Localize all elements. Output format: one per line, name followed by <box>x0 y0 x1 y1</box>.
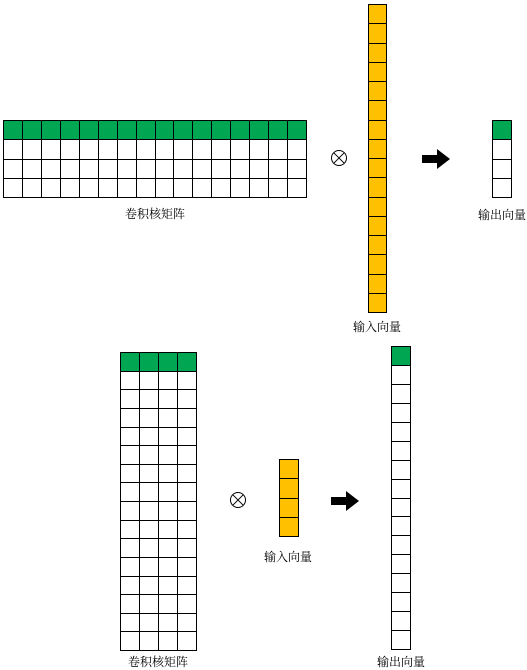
matrix-cell <box>140 595 159 614</box>
bottom-output-vector <box>391 346 411 650</box>
matrix-cell <box>156 160 175 179</box>
vector-cell <box>369 178 387 197</box>
matrix-cell <box>118 140 137 159</box>
matrix-cell <box>140 483 159 502</box>
matrix-cell <box>178 428 197 447</box>
matrix-cell <box>231 160 250 179</box>
matrix-cell <box>288 140 307 159</box>
matrix-cell <box>118 121 137 140</box>
matrix-cell <box>137 121 156 140</box>
matrix-cell <box>193 121 212 140</box>
matrix-cell <box>174 121 193 140</box>
matrix-cell <box>159 465 178 484</box>
matrix-cell <box>288 121 307 140</box>
matrix-cell <box>269 140 288 159</box>
matrix-cell <box>140 409 159 428</box>
matrix-cell <box>178 446 197 465</box>
matrix-cell <box>99 179 118 198</box>
matrix-cell <box>174 140 193 159</box>
matrix-cell <box>193 160 212 179</box>
vector-cell <box>369 236 387 255</box>
matrix-cell <box>140 521 159 540</box>
matrix-cell <box>178 409 197 428</box>
matrix-cell <box>42 121 61 140</box>
vector-cell <box>369 82 387 101</box>
vector-cell <box>280 499 299 518</box>
vector-cell <box>392 536 411 555</box>
vector-cell <box>369 140 387 159</box>
matrix-cell <box>140 353 159 372</box>
matrix-cell <box>137 140 156 159</box>
matrix-cell <box>4 140 23 159</box>
top-output-vector <box>492 120 512 198</box>
matrix-cell <box>61 179 80 198</box>
matrix-cell <box>118 179 137 198</box>
right-arrow-icon <box>331 491 359 511</box>
matrix-cell <box>178 632 197 651</box>
matrix-cell <box>140 632 159 651</box>
matrix-cell <box>4 121 23 140</box>
matrix-cell <box>140 614 159 633</box>
matrix-cell <box>178 539 197 558</box>
matrix-cell <box>99 121 118 140</box>
vector-cell <box>369 44 387 63</box>
vector-cell <box>392 461 411 480</box>
vector-cell <box>392 442 411 461</box>
vector-cell <box>392 404 411 423</box>
otimes-icon <box>229 491 247 509</box>
top-output-vector-label: 输出向量 <box>477 208 526 222</box>
vector-cell <box>493 179 512 198</box>
matrix-cell <box>159 483 178 502</box>
matrix-cell <box>4 179 23 198</box>
bottom-input-vector-label: 输入向量 <box>263 550 312 564</box>
matrix-cell <box>121 390 140 409</box>
matrix-cell <box>193 179 212 198</box>
matrix-cell <box>121 595 140 614</box>
bottom-kernel-matrix <box>120 352 197 651</box>
matrix-cell <box>80 160 99 179</box>
vector-cell <box>392 480 411 499</box>
vector-cell <box>392 612 411 631</box>
matrix-cell <box>99 160 118 179</box>
matrix-cell <box>159 409 178 428</box>
matrix-cell <box>159 614 178 633</box>
matrix-cell <box>178 595 197 614</box>
vector-cell <box>493 140 512 159</box>
matrix-cell <box>250 179 269 198</box>
vector-cell <box>392 631 411 650</box>
vector-cell <box>392 574 411 593</box>
vector-cell <box>280 460 299 479</box>
matrix-cell <box>121 446 140 465</box>
matrix-cell <box>159 428 178 447</box>
matrix-cell <box>159 446 178 465</box>
matrix-cell <box>288 160 307 179</box>
matrix-cell <box>269 121 288 140</box>
matrix-cell <box>121 614 140 633</box>
vector-cell <box>493 121 512 140</box>
matrix-cell <box>80 121 99 140</box>
matrix-cell <box>159 632 178 651</box>
vector-cell <box>280 479 299 498</box>
matrix-cell <box>121 409 140 428</box>
matrix-cell <box>231 140 250 159</box>
matrix-cell <box>23 179 42 198</box>
matrix-cell <box>178 614 197 633</box>
matrix-cell <box>269 160 288 179</box>
matrix-cell <box>121 539 140 558</box>
matrix-cell <box>137 179 156 198</box>
matrix-cell <box>42 179 61 198</box>
matrix-cell <box>23 121 42 140</box>
vector-cell <box>369 24 387 43</box>
matrix-cell <box>121 372 140 391</box>
matrix-cell <box>159 558 178 577</box>
vector-cell <box>369 5 387 24</box>
matrix-cell <box>178 372 197 391</box>
matrix-cell <box>121 502 140 521</box>
vector-cell <box>369 275 387 294</box>
vector-cell <box>369 198 387 217</box>
top-kernel-matrix <box>3 120 307 198</box>
matrix-cell <box>212 140 231 159</box>
bottom-input-vector <box>279 459 299 537</box>
matrix-cell <box>140 577 159 596</box>
matrix-cell <box>156 179 175 198</box>
matrix-cell <box>140 465 159 484</box>
vector-cell <box>369 255 387 274</box>
matrix-cell <box>118 160 137 179</box>
vector-cell <box>392 593 411 612</box>
matrix-cell <box>42 140 61 159</box>
vector-cell <box>280 518 299 537</box>
matrix-cell <box>99 140 118 159</box>
matrix-cell <box>269 179 288 198</box>
matrix-cell <box>159 390 178 409</box>
matrix-cell <box>159 353 178 372</box>
matrix-cell <box>174 160 193 179</box>
matrix-cell <box>80 140 99 159</box>
matrix-cell <box>231 179 250 198</box>
vector-cell <box>392 385 411 404</box>
matrix-cell <box>121 577 140 596</box>
matrix-cell <box>140 428 159 447</box>
vector-cell <box>392 347 411 366</box>
matrix-cell <box>4 160 23 179</box>
vector-cell <box>392 499 411 518</box>
matrix-cell <box>80 179 99 198</box>
matrix-cell <box>23 140 42 159</box>
bottom-output-vector-label: 输出向量 <box>376 655 425 669</box>
matrix-cell <box>121 353 140 372</box>
vector-cell <box>369 121 387 140</box>
matrix-cell <box>288 179 307 198</box>
matrix-cell <box>159 502 178 521</box>
matrix-cell <box>42 160 61 179</box>
vector-cell <box>369 63 387 82</box>
matrix-cell <box>61 140 80 159</box>
matrix-cell <box>250 140 269 159</box>
matrix-cell <box>159 539 178 558</box>
matrix-cell <box>159 372 178 391</box>
vector-cell <box>369 101 387 120</box>
matrix-cell <box>250 121 269 140</box>
right-arrow-icon <box>422 149 450 169</box>
matrix-cell <box>212 121 231 140</box>
matrix-cell <box>121 558 140 577</box>
matrix-cell <box>137 160 156 179</box>
matrix-cell <box>178 353 197 372</box>
matrix-cell <box>178 483 197 502</box>
matrix-cell <box>23 160 42 179</box>
matrix-cell <box>178 558 197 577</box>
matrix-cell <box>250 160 269 179</box>
matrix-cell <box>156 140 175 159</box>
matrix-cell <box>178 502 197 521</box>
matrix-cell <box>140 539 159 558</box>
matrix-cell <box>121 483 140 502</box>
matrix-cell <box>178 521 197 540</box>
top-input-vector-label: 输入向量 <box>352 320 401 334</box>
vector-cell <box>392 517 411 536</box>
matrix-cell <box>174 179 193 198</box>
matrix-cell <box>61 121 80 140</box>
matrix-cell <box>140 446 159 465</box>
matrix-cell <box>212 179 231 198</box>
vector-cell <box>392 366 411 385</box>
matrix-cell <box>159 521 178 540</box>
bottom-kernel-matrix-label: 卷积核矩阵 <box>127 655 188 669</box>
matrix-cell <box>121 465 140 484</box>
matrix-cell <box>156 121 175 140</box>
matrix-cell <box>140 502 159 521</box>
matrix-cell <box>178 577 197 596</box>
matrix-cell <box>178 465 197 484</box>
matrix-cell <box>231 121 250 140</box>
matrix-cell <box>193 140 212 159</box>
vector-cell <box>369 217 387 236</box>
matrix-cell <box>121 428 140 447</box>
vector-cell <box>369 294 387 313</box>
vector-cell <box>392 423 411 442</box>
vector-cell <box>493 160 512 179</box>
matrix-cell <box>121 521 140 540</box>
top-input-vector <box>368 4 387 313</box>
vector-cell <box>369 159 387 178</box>
matrix-cell <box>140 372 159 391</box>
matrix-cell <box>140 390 159 409</box>
matrix-cell <box>121 632 140 651</box>
matrix-cell <box>178 390 197 409</box>
matrix-cell <box>61 160 80 179</box>
top-kernel-matrix-label: 卷积核矩阵 <box>124 207 185 221</box>
matrix-cell <box>159 595 178 614</box>
vector-cell <box>392 555 411 574</box>
matrix-cell <box>159 577 178 596</box>
matrix-cell <box>140 558 159 577</box>
matrix-cell <box>212 160 231 179</box>
otimes-icon <box>330 149 348 167</box>
